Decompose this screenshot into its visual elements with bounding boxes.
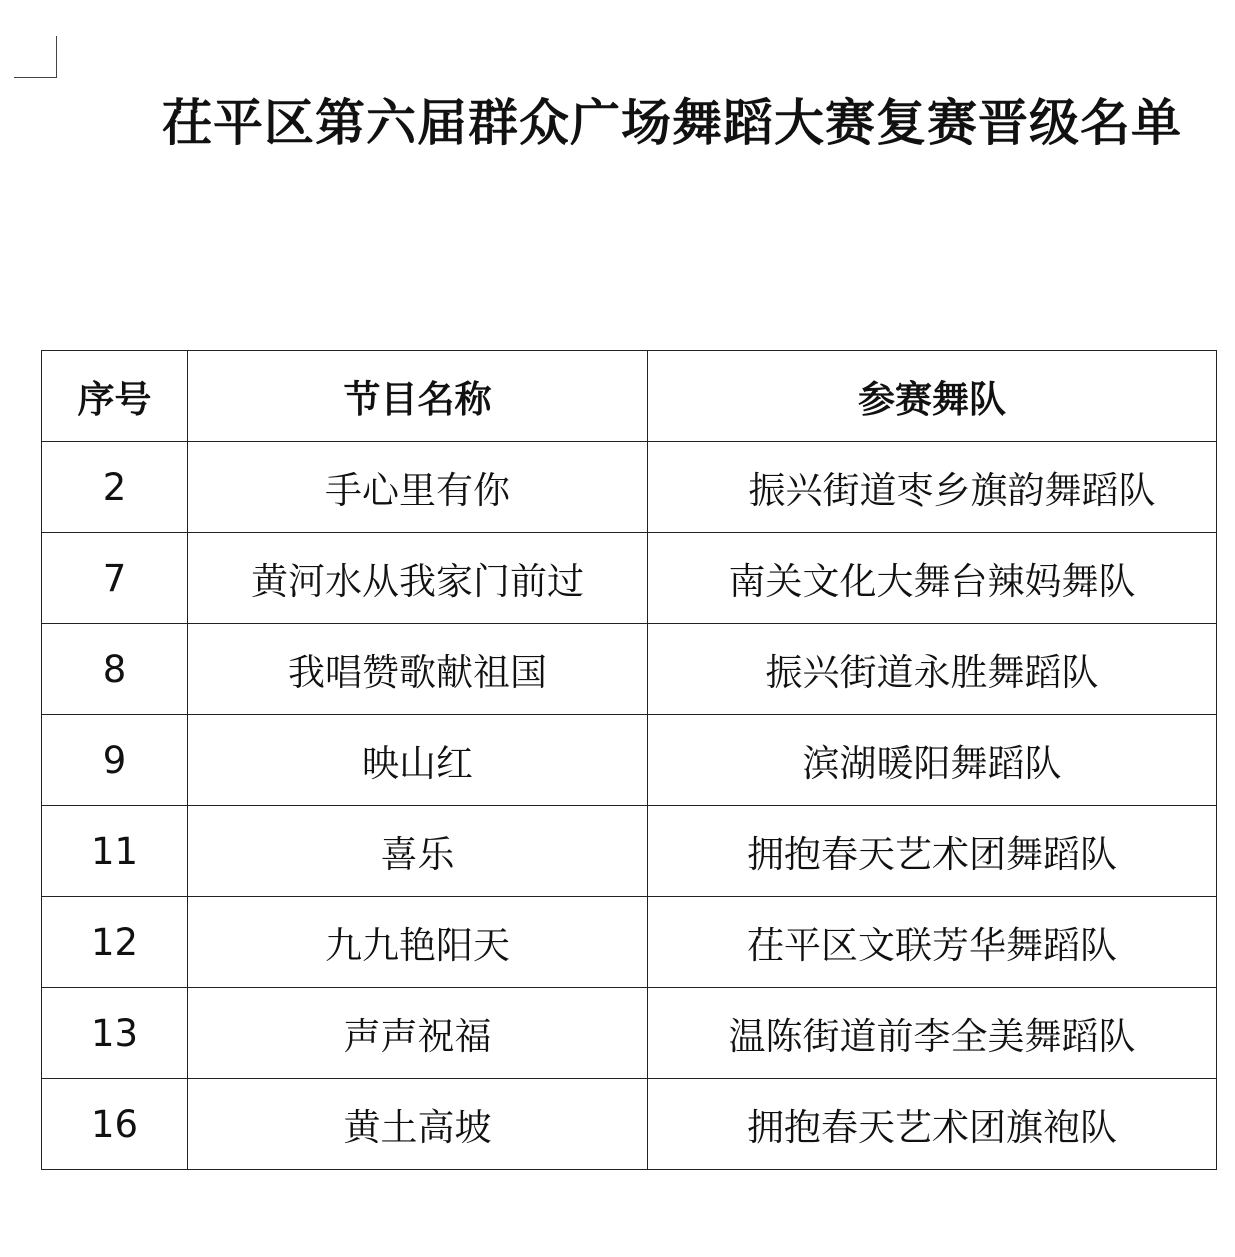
cell-number: 13 xyxy=(42,988,188,1079)
cell-team: 滨湖暖阳舞蹈队 xyxy=(648,715,1217,806)
table-row xyxy=(42,988,1217,1079)
header-number: 序号 xyxy=(42,351,188,442)
cell-number: 11 xyxy=(42,806,188,897)
document-title: 茌平区第六届群众广场舞蹈大赛复赛晋级名单 xyxy=(162,94,1182,152)
page-corner-mark xyxy=(14,36,57,78)
cell-team: 温陈街道前李全美舞蹈队 xyxy=(648,988,1217,1079)
cell-number: 8 xyxy=(42,624,188,715)
table-row xyxy=(42,806,1217,897)
cell-number: 9 xyxy=(42,715,188,806)
cell-program: 喜乐 xyxy=(188,806,648,897)
table-row xyxy=(42,715,1217,806)
cell-program: 手心里有你 xyxy=(188,442,648,533)
table-row xyxy=(42,1079,1217,1170)
table-row xyxy=(42,442,1217,533)
cell-number: 7 xyxy=(42,533,188,624)
cell-program: 九九艳阳天 xyxy=(188,897,648,988)
cell-number: 16 xyxy=(42,1079,188,1170)
table-row xyxy=(42,897,1217,988)
table-row xyxy=(42,533,1217,624)
cell-team: 拥抱春天艺术团舞蹈队 xyxy=(648,806,1217,897)
cell-team: 拥抱春天艺术团旗袍队 xyxy=(648,1079,1217,1170)
cell-program: 我唱赞歌献祖国 xyxy=(188,624,648,715)
header-program: 节目名称 xyxy=(188,351,648,442)
cell-program: 黄土高坡 xyxy=(188,1079,648,1170)
table-header-row xyxy=(42,351,1217,442)
cell-number: 2 xyxy=(42,442,188,533)
cell-team: 南关文化大舞台辣妈舞队 xyxy=(648,533,1217,624)
cell-program: 黄河水从我家门前过 xyxy=(188,533,648,624)
cell-program: 声声祝福 xyxy=(188,988,648,1079)
cell-team: 茌平区文联芳华舞蹈队 xyxy=(648,897,1217,988)
cell-program: 映山红 xyxy=(188,715,648,806)
qualifier-table xyxy=(41,350,1217,1170)
cell-team: 振兴街道永胜舞蹈队 xyxy=(648,624,1217,715)
cell-number: 12 xyxy=(42,897,188,988)
header-team: 参赛舞队 xyxy=(648,351,1217,442)
cell-team: 振兴街道枣乡旗韵舞蹈队 xyxy=(648,442,1217,533)
table-row xyxy=(42,624,1217,715)
